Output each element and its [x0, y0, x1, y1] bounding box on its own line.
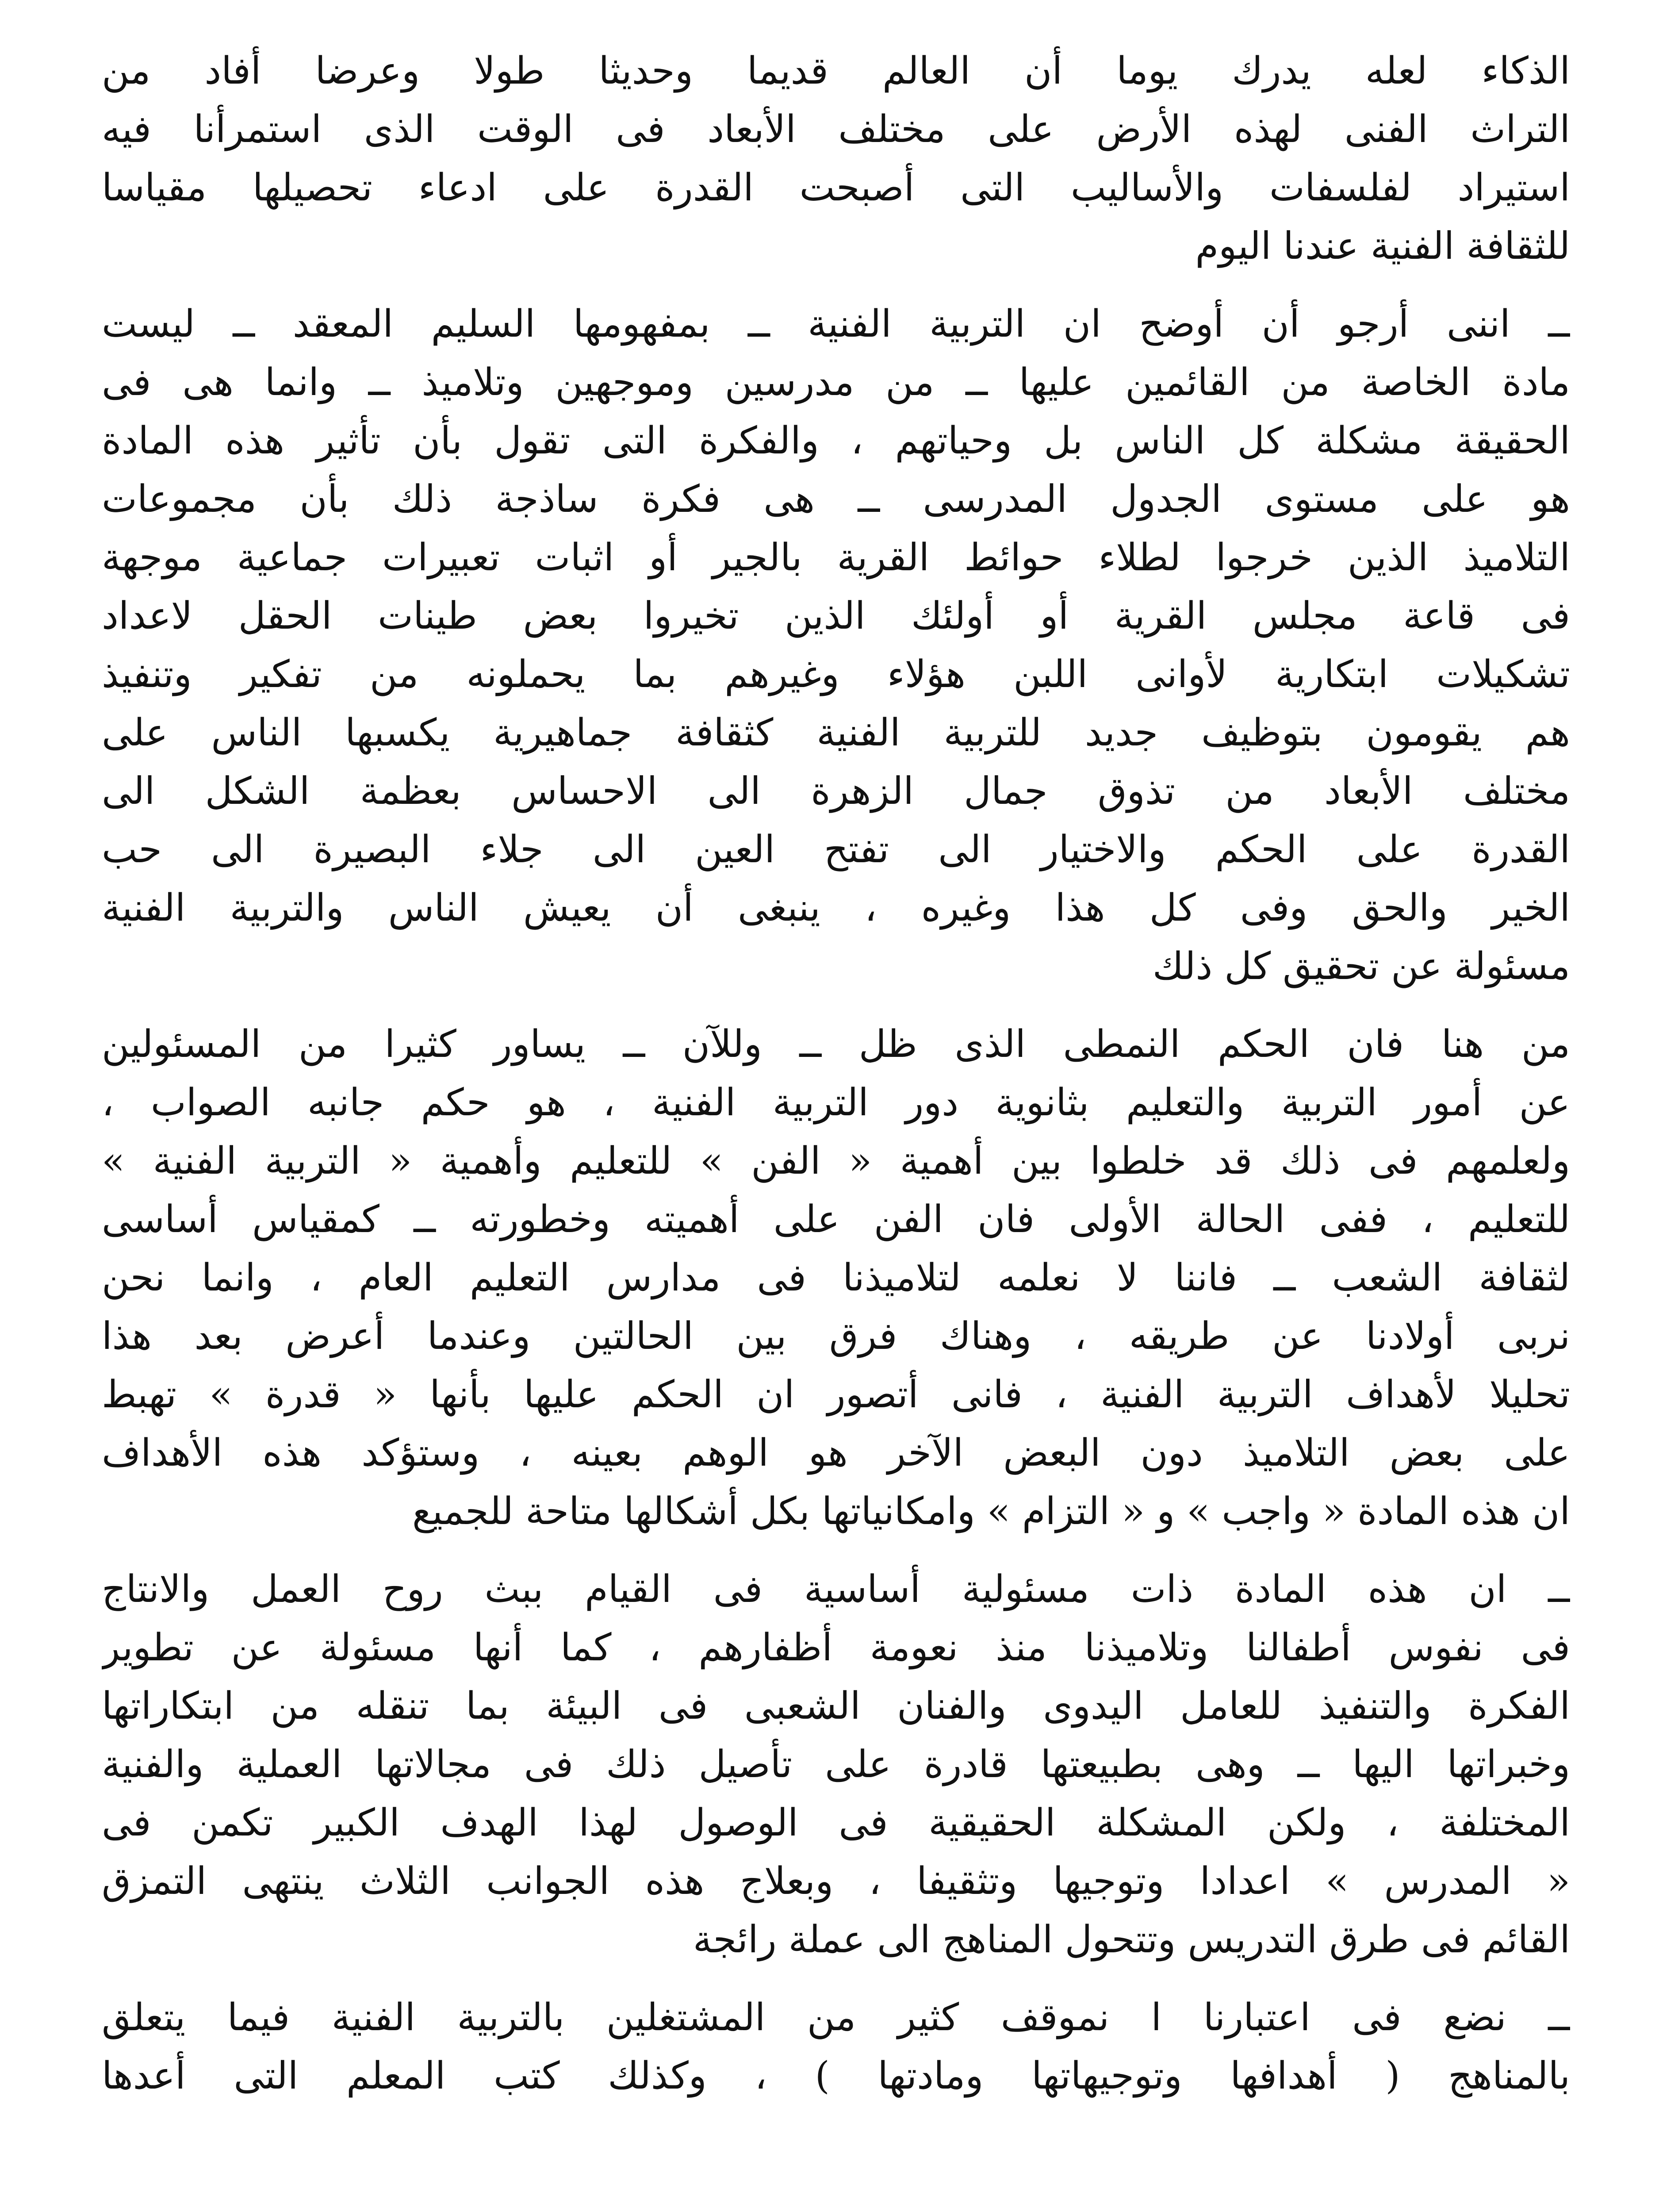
- text-line: التلاميذ الذين خرجوا لطلاء حوائط القرية بالجير أو اثبات تعبيرات جماعية موجهة: [102, 536, 1570, 580]
- text-line: مختلف الأبعاد من تذوق جمال الزهرة الى الاحساس بعظمة الشكل الى: [102, 769, 1570, 813]
- text-line: ولعلمهم فى ذلك قد خلطوا بين أهمية « الفن » للتعليم وأهمية « التربية الفنية »: [102, 1139, 1570, 1183]
- paragraph-4: [102, 1560, 1570, 1969]
- text-line: « المدرس » اعدادا وتوجيها وتثقيفا ، وبعلاج هذه الجوانب الثلاث ينتهى التمزق: [102, 1859, 1570, 1903]
- text-line: من هنا فان الحكم النمطى الذى ظل ــ وللآن ــ يساور كثيرا من المسئولين: [102, 1022, 1570, 1066]
- text-line: القدرة على الحكم والاختيار الى تفتح العين الى جلاء البصيرة الى حب: [102, 828, 1570, 872]
- text-line: مادة الخاصة من القائمين عليها ــ من مدرسين وموجهين وتلاميذ ــ وانما هى فى: [102, 361, 1570, 404]
- text-line: استيراد لفلسفات والأساليب التى أصبحت القدرة على ادعاء تحصيلها مقياسا: [102, 166, 1570, 210]
- text-line: هو على مستوى الجدول المدرسى ــ هى فكرة ساذجة ذلك بأن مجموعات: [102, 477, 1570, 521]
- text-line: الخير والحق وفى كل هذا وغيره ، ينبغى أن يعيش الناس والتربية الفنية: [102, 886, 1570, 930]
- paragraph-2: [102, 295, 1570, 996]
- text-line: ــ ان هذه المادة ذات مسئولية أساسية فى القيام ببث روح العمل والانتاج: [102, 1567, 1570, 1611]
- text-line: الفكرة والتنفيذ للعامل اليدوى والفنان الشعبى فى البيئة بما تنقله من ابتكاراتها: [102, 1684, 1570, 1728]
- text-line: الذكاء لعله يدرك يوما أن العالم قديما وحديثا طولا وعرضا أفاد من: [102, 49, 1570, 93]
- text-line: التراث الفنى لهذه الأرض على مختلف الأبعاد فى الوقت الذى استمرأنا فيه: [102, 108, 1570, 151]
- text-line: للتعليم ، ففى الحالة الأولى فان الفن على أهميته وخطورته ــ كمقياس أساسى: [102, 1198, 1570, 1241]
- text-line: ان هذه المادة « واجب » و « التزام » وامكانياتها بكل أشكالها متاحة للجميع: [412, 1490, 1570, 1533]
- paragraph-5: [102, 1989, 1570, 2105]
- text-line: المختلفة ، ولكن المشكلة الحقيقية فى الوصول لهذا الهدف الكبير تكمن فى: [102, 1801, 1570, 1845]
- text-line: للثقافة الفنية عندنا اليوم: [1195, 224, 1570, 268]
- text-line: تشكيلات ابتكارية لأوانى اللبن هؤلاء وغيرهم بما يحملونه من تفكير وتنفيذ: [102, 653, 1570, 696]
- text-line: لثقافة الشعب ــ فاننا لا نعلمه لتلاميذنا فى مدارس التعليم العام ، وانما نحن: [102, 1256, 1570, 1300]
- text-line: هم يقومون بتوظيف جديد للتربية الفنية كثقافة جماهيرية يكسبها الناس على: [102, 711, 1570, 755]
- text-line: الحقيقة مشكلة كل الناس بل وحياتهم ، والفكرة التى تقول بأن تأثير هذه المادة: [102, 419, 1570, 463]
- text-line: على بعض التلاميذ دون البعض الآخر هو الوهم بعينه ، وستؤكد هذه الأهداف: [102, 1431, 1570, 1475]
- text-line: ــ نضع فى اعتبارنا ا نموقف كثير من المشتغلين بالتربية الفنية فيما يتعلق: [102, 1996, 1570, 2039]
- body-text: [102, 42, 1570, 2125]
- text-line: نربى أولادنا عن طريقه ، وهناك فرق بين الحالتين وعندما أعرض بعد هذا: [102, 1314, 1570, 1358]
- text-line: فى قاعة مجلس القرية أو أولئك الذين تخيروا بعض طينات الحقل لاعداد: [102, 594, 1570, 638]
- text-line: عن أمور التربية والتعليم بثانوية دور التربية الفنية ، هو حكم جانبه الصواب ،: [102, 1081, 1570, 1125]
- text-line: القائم فى طرق التدريس وتتحول المناهج الى عملة رائجة: [693, 1918, 1570, 1962]
- paragraph-3: [102, 1015, 1570, 1541]
- text-line: بالمناهج ( أهدافها وتوجيهاتها ومادتها ) ، وكذلك كتب المعلم التى أعدها: [102, 2054, 1570, 2098]
- text-line: وخبراتها اليها ــ وهى بطبيعتها قادرة على تأصيل ذلك فى مجالاتها العملية والفنية: [102, 1743, 1570, 1786]
- text-line: ــ اننى أرجو أن أوضح ان التربية الفنية ــ بمفهومها السليم المعقد ــ ليست: [102, 302, 1570, 346]
- paragraph-1: [102, 42, 1570, 276]
- text-line: تحليلا لأهداف التربية الفنية ، فانى أتصور ان الحكم عليها بأنها « قدرة » تهبط: [102, 1373, 1570, 1417]
- text-line: مسئولة عن تحقيق كل ذلك: [1152, 945, 1570, 988]
- text-line: فى نفوس أطفالنا وتلاميذنا منذ نعومة أظفارهم ، كما أنها مسئولة عن تطوير: [102, 1626, 1570, 1670]
